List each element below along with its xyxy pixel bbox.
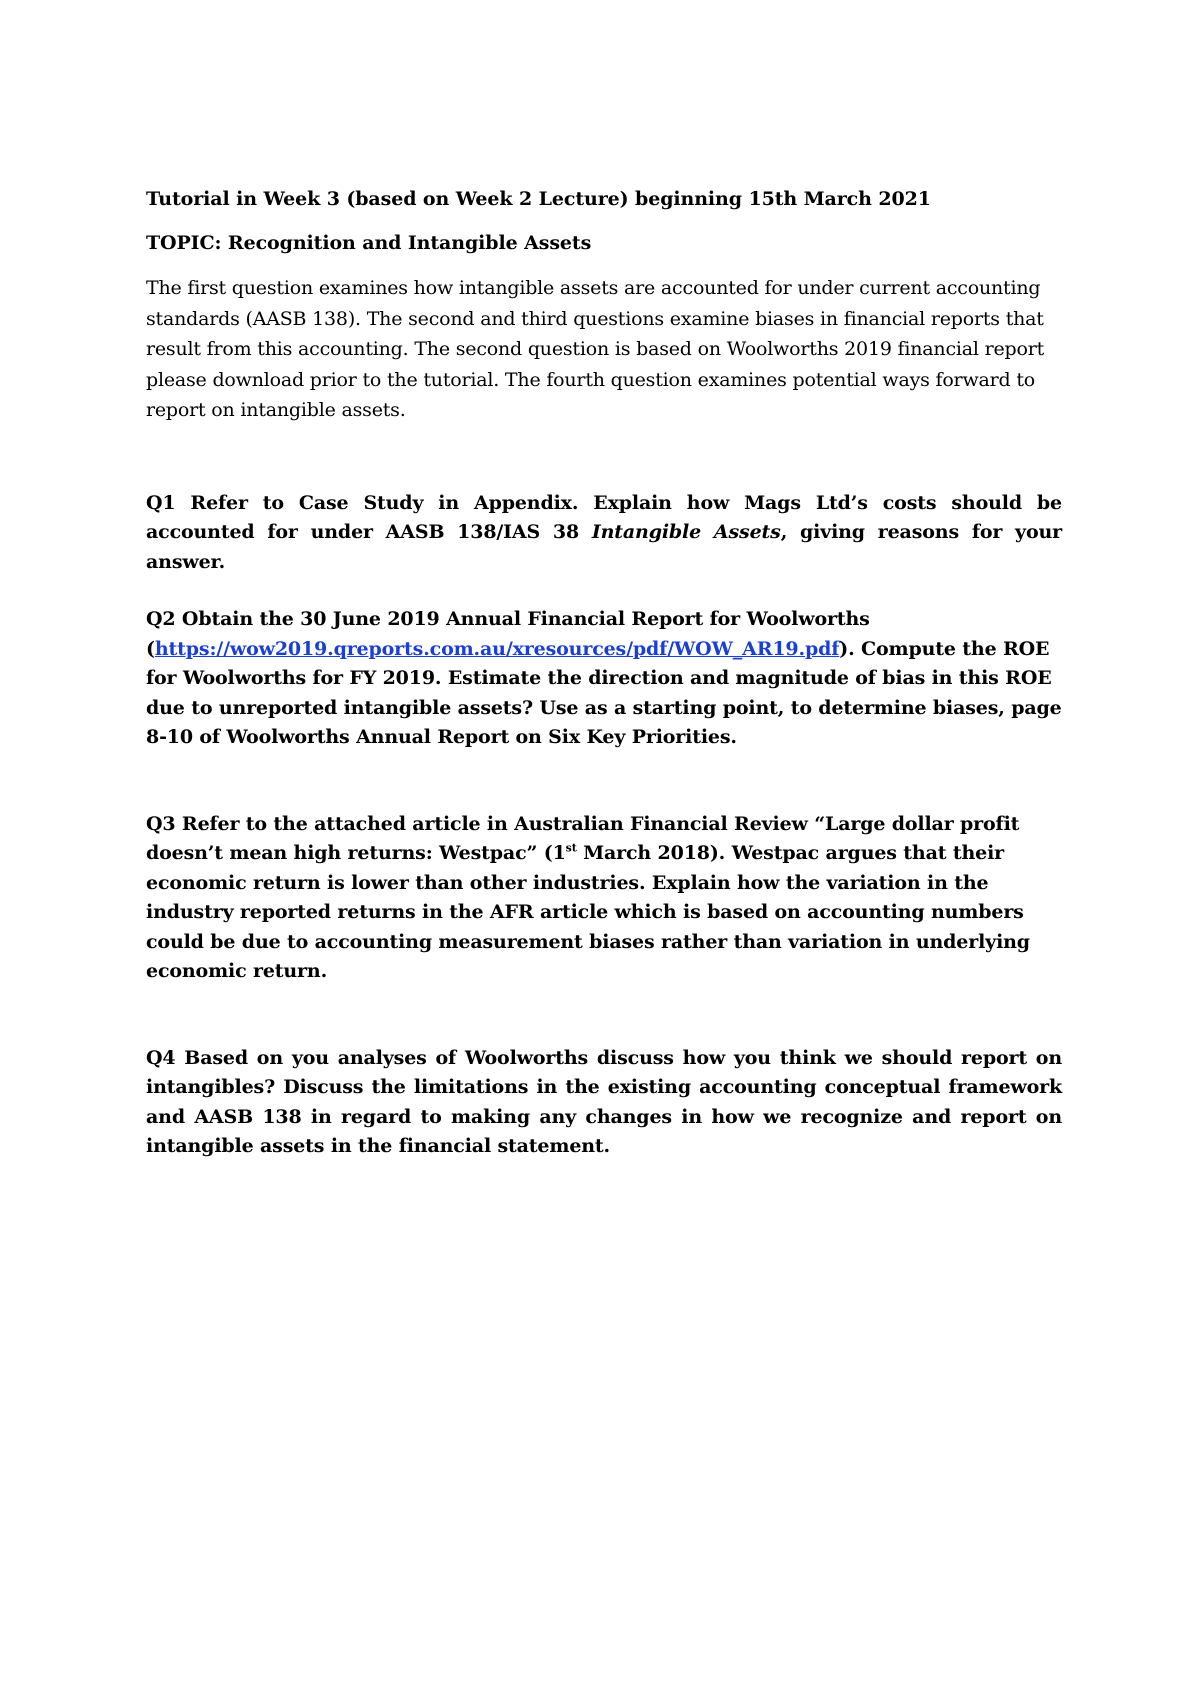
document-title: Tutorial in Week 3 (based on Week 2 Lecture) beginning 15th March 2021 xyxy=(146,188,931,210)
question-1-italic-title: Intangible Assets xyxy=(591,521,781,543)
question-3 xyxy=(146,810,1062,987)
woolworths-report-link[interactable]: https://wow2019.qreports.com.au/xresources/pdf/WOW_AR19.pdf xyxy=(154,637,840,660)
question-4: Q4 Based on you analyses of Woolworths discuss how you think we should report on intangibles? Discuss the limitations in the existing accounting conceptual framework and AASB 138 in regard to making any changes in how we recognize and report on intangible assets in the financial statement. xyxy=(146,1046,1062,1157)
intro-paragraph: The first question examines how intangible assets are accounted for under current accounting standards (AASB 138). The second and third questions examine biases in financial reports that result from this accounting. The second question is based on Woolworths 2019 financial report please download prior to the tutorial. The fourth question examines potential ways forward to report on intangible assets. xyxy=(146,277,1045,421)
question-2-line1: Q2 Obtain the 30 June 2019 Annual Financial Report for Woolworths xyxy=(146,608,870,630)
question-3-text-end: March 2018). Westpac argues that their economic return is lower than other industries. Explain how the variation in the industry reported returns in the AFR article which is based on accounting numbers could be due to accounting measurement biases rather than variation in underlying economic return. xyxy=(146,842,1030,982)
question-1-text: Q1 Refer to Case Study in Appendix. Explain how Mags Ltd’s costs should be accounted for under AASB 138/IAS 38 xyxy=(146,491,1062,543)
question-1 xyxy=(146,489,1062,578)
question-1-text-end: , giving reasons for your answer. xyxy=(146,521,1062,573)
document-body xyxy=(146,186,1062,1162)
question-2 xyxy=(146,605,1062,753)
topic-heading: TOPIC: Recognition and Intangible Assets xyxy=(146,232,592,254)
ordinal-superscript: st xyxy=(565,841,577,855)
question-2-text: ). Compute the ROE for Woolworths for FY 2019. Estimate the direction and magnitude of bias in this ROE due to unreported intangible assets? Use as a starting point, to determine biases, page 8-10 of Woolworths Annual Report on Six Key Priorities. xyxy=(146,637,1062,748)
question-2-open-paren: ( xyxy=(146,637,155,660)
question-3-text: Q3 Refer to the attached article in Australian Financial Review “Large dollar profit doesn’t mean high returns: Westpac” (1 xyxy=(146,812,1020,864)
